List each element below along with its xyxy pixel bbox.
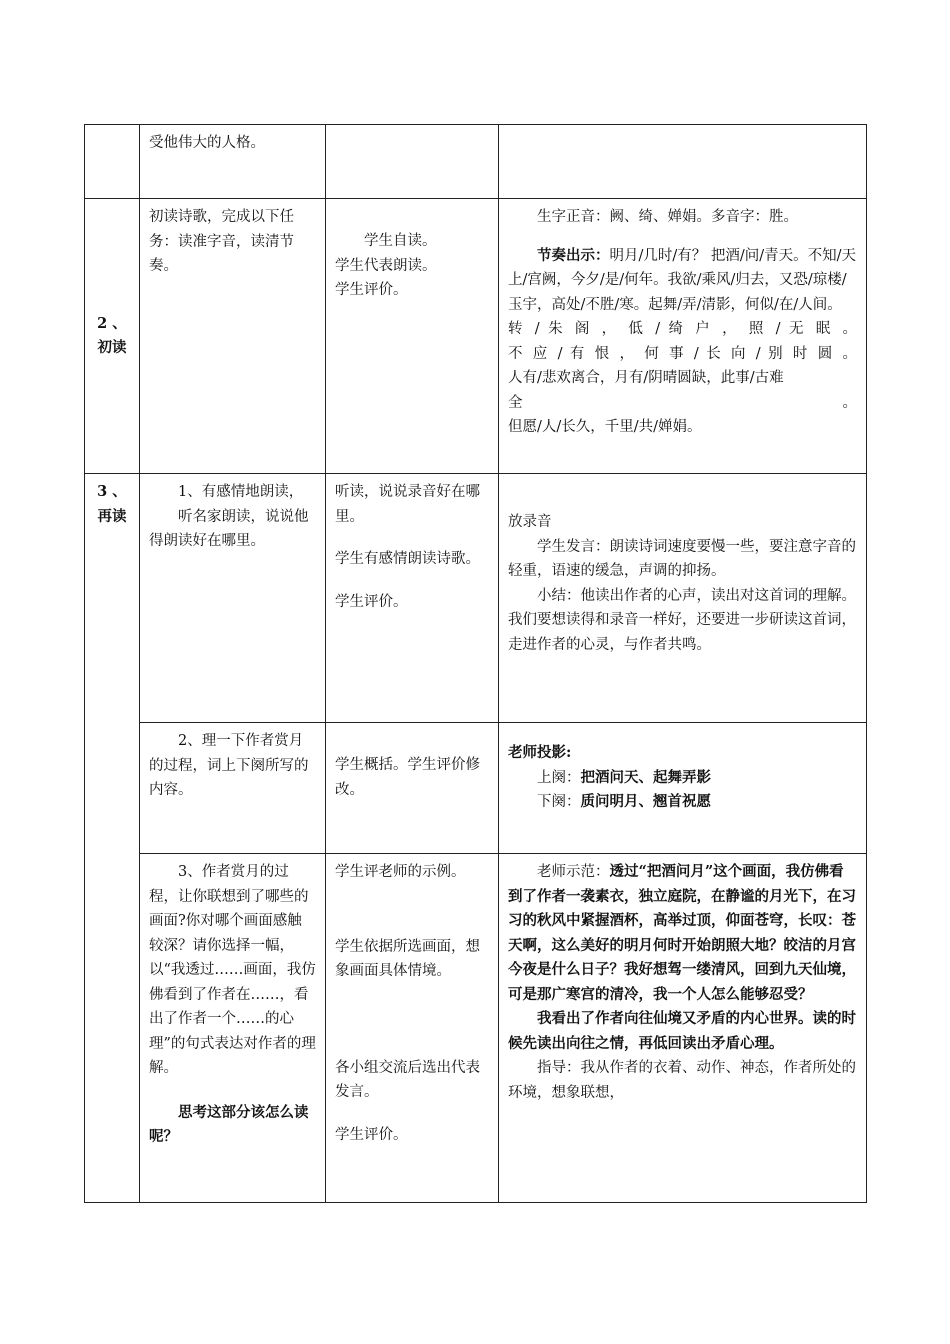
lesson-plan-table (84, 124, 867, 1203)
projection-line (508, 790, 857, 815)
student-cell (326, 125, 499, 199)
student-activity: 学生代表朗读。 (335, 257, 437, 274)
task-text: 听名家朗读，说说他得朗读好在哪里。 (149, 508, 309, 549)
lower-text: 质问明月、翘首祝愿 (580, 793, 711, 810)
task-cell (140, 854, 326, 1203)
task-text: 2、理一下作者赏月的过程，词上下阕所写的内容。 (149, 733, 309, 798)
student-activity: 学生评价。 (335, 282, 408, 298)
table-row (85, 854, 867, 1203)
task-text: 受他伟大的人格。 (149, 135, 265, 151)
demo-paragraph (508, 860, 857, 1007)
content-cell (499, 723, 867, 854)
task-cell (140, 125, 326, 199)
step-cell (85, 474, 140, 1203)
upper-label: 上阕： (537, 769, 581, 786)
demo-text: 透过“把酒问月”这个画面，我仿佛看到了作者一袭素衣，独立庭院，在静谧的月光下，在习习的秋风中紧握酒杯，高举过顶，仰面苍穹，长叹：苍天啊，这么美好的明月何时开始朗照大地？皎洁的月宫今夜是什么日子？我好想驾一缕清风，回到九天仙境，可是那广寒宫的清冷，我一个人怎么能够忍受？ (508, 863, 856, 1003)
table-row (85, 199, 867, 474)
content-text: 小结：他读出作者的心声，读出对这首词的理解。我们要想读得和录音一样好，还要进一步研读这首词，走进作者的心灵，与作者共鸣。 (508, 587, 856, 653)
task-cell (140, 199, 326, 474)
content-text: 学生发言：朗读诗词速度要慢一些，要注意字音的轻重，语速的缓急，声调的抑扬。 (508, 538, 856, 579)
content-cell (499, 199, 867, 474)
step-cell (85, 125, 140, 199)
student-cell (326, 474, 499, 723)
table-row (85, 125, 867, 199)
rhythm-paragraph (508, 244, 857, 318)
content-text: 放录音 (508, 514, 552, 530)
rhythm-line (508, 391, 857, 416)
student-cell (326, 199, 499, 474)
rhythm-line: 但愿/人/长久，千里/共/婵娟。 (508, 419, 702, 435)
task-text: 1、有感情地朗读， (178, 484, 304, 500)
task-cell (140, 474, 326, 723)
rhythm-line: 转 / 朱 阁 ， 低 / 绮 户 ， 照 / 无 眠 。 (508, 321, 857, 337)
student-cell (326, 723, 499, 854)
student-activity: 听读，说说录音好在哪里。 (335, 484, 480, 525)
task-text: 初读诗歌，完成以下任务：读准字音，读清节奏。 (149, 209, 294, 274)
student-activity: 学生依据所选画面，想象画面具体情境。 (335, 938, 480, 979)
projection-title: 老师投影: (508, 744, 572, 761)
step-cell (85, 199, 140, 474)
table-row (85, 474, 867, 723)
rhythm-line-end: 。 (842, 394, 857, 411)
step-label: 3 、 再读 (97, 483, 127, 525)
rhythm-text: 明月/几时/有？ 把酒/问/青天。不知/天上/宫阙，今夕/是/何年。我欲/乘风/归去，又恐/琼楼/玉宇，高处/不胜/寒。起舞/弄/清影，何似/在/人间。 (508, 247, 857, 313)
content-cell (499, 125, 867, 199)
student-activity: 学生自读。 (364, 233, 437, 249)
task-question: 思考这部分该怎么读呢？ (149, 1103, 309, 1145)
lower-label: 下阕： (537, 794, 581, 810)
content-cell (499, 474, 867, 723)
student-activity: 学生概括。学生评价修改。 (335, 757, 480, 798)
student-cell (326, 854, 499, 1203)
table-row (85, 723, 867, 854)
demo-paragraph: 我看出了作者向往仙境又矛盾的内心世界。读的时候先读出向往之情，再低回读出矛盾心理。 (508, 1010, 856, 1052)
upper-text: 把酒问天、起舞弄影 (580, 768, 711, 786)
task-text: 3、作者赏月的过程，让你联想到了哪些的画面?你对哪个画面感触较深？请你选择一幅，以“我透过……画面，我仿佛看到了作者在……，看出了作者一个……的心理”的句式表达对作者的理解。 (149, 864, 316, 1076)
student-activity: 学生评价。 (335, 1126, 408, 1143)
content-cell (499, 854, 867, 1203)
demo-label: 老师示范： (537, 864, 610, 880)
guide-paragraph: 指导：我从作者的衣着、动作、神态，作者所处的环境，想象联想， (508, 1060, 856, 1101)
student-activity: 学生评价。 (335, 593, 408, 610)
rhythm-line: 人有/悲欢离合，月有/阴晴圆缺，此事/古难 (508, 370, 784, 386)
projection-line (508, 766, 857, 791)
student-activity: 学生有感情朗读诗歌。 (335, 551, 480, 567)
step-label: 2 、 初读 (97, 314, 127, 356)
rhythm-line-start: 全 (508, 394, 523, 411)
task-cell (140, 723, 326, 854)
rhythm-line: 不 应 / 有 恨 ， 何 事 / 长 向 / 别 时 圆 。 (508, 345, 857, 362)
pronunciation-note: 生字正音：阙、绮、婵娟。多音字：胜。 (537, 209, 798, 225)
rhythm-label: 节奏出示： (537, 246, 610, 264)
student-activity: 学生评老师的示例。 (335, 864, 466, 880)
student-activity: 各小组交流后选出代表发言。 (335, 1059, 480, 1100)
